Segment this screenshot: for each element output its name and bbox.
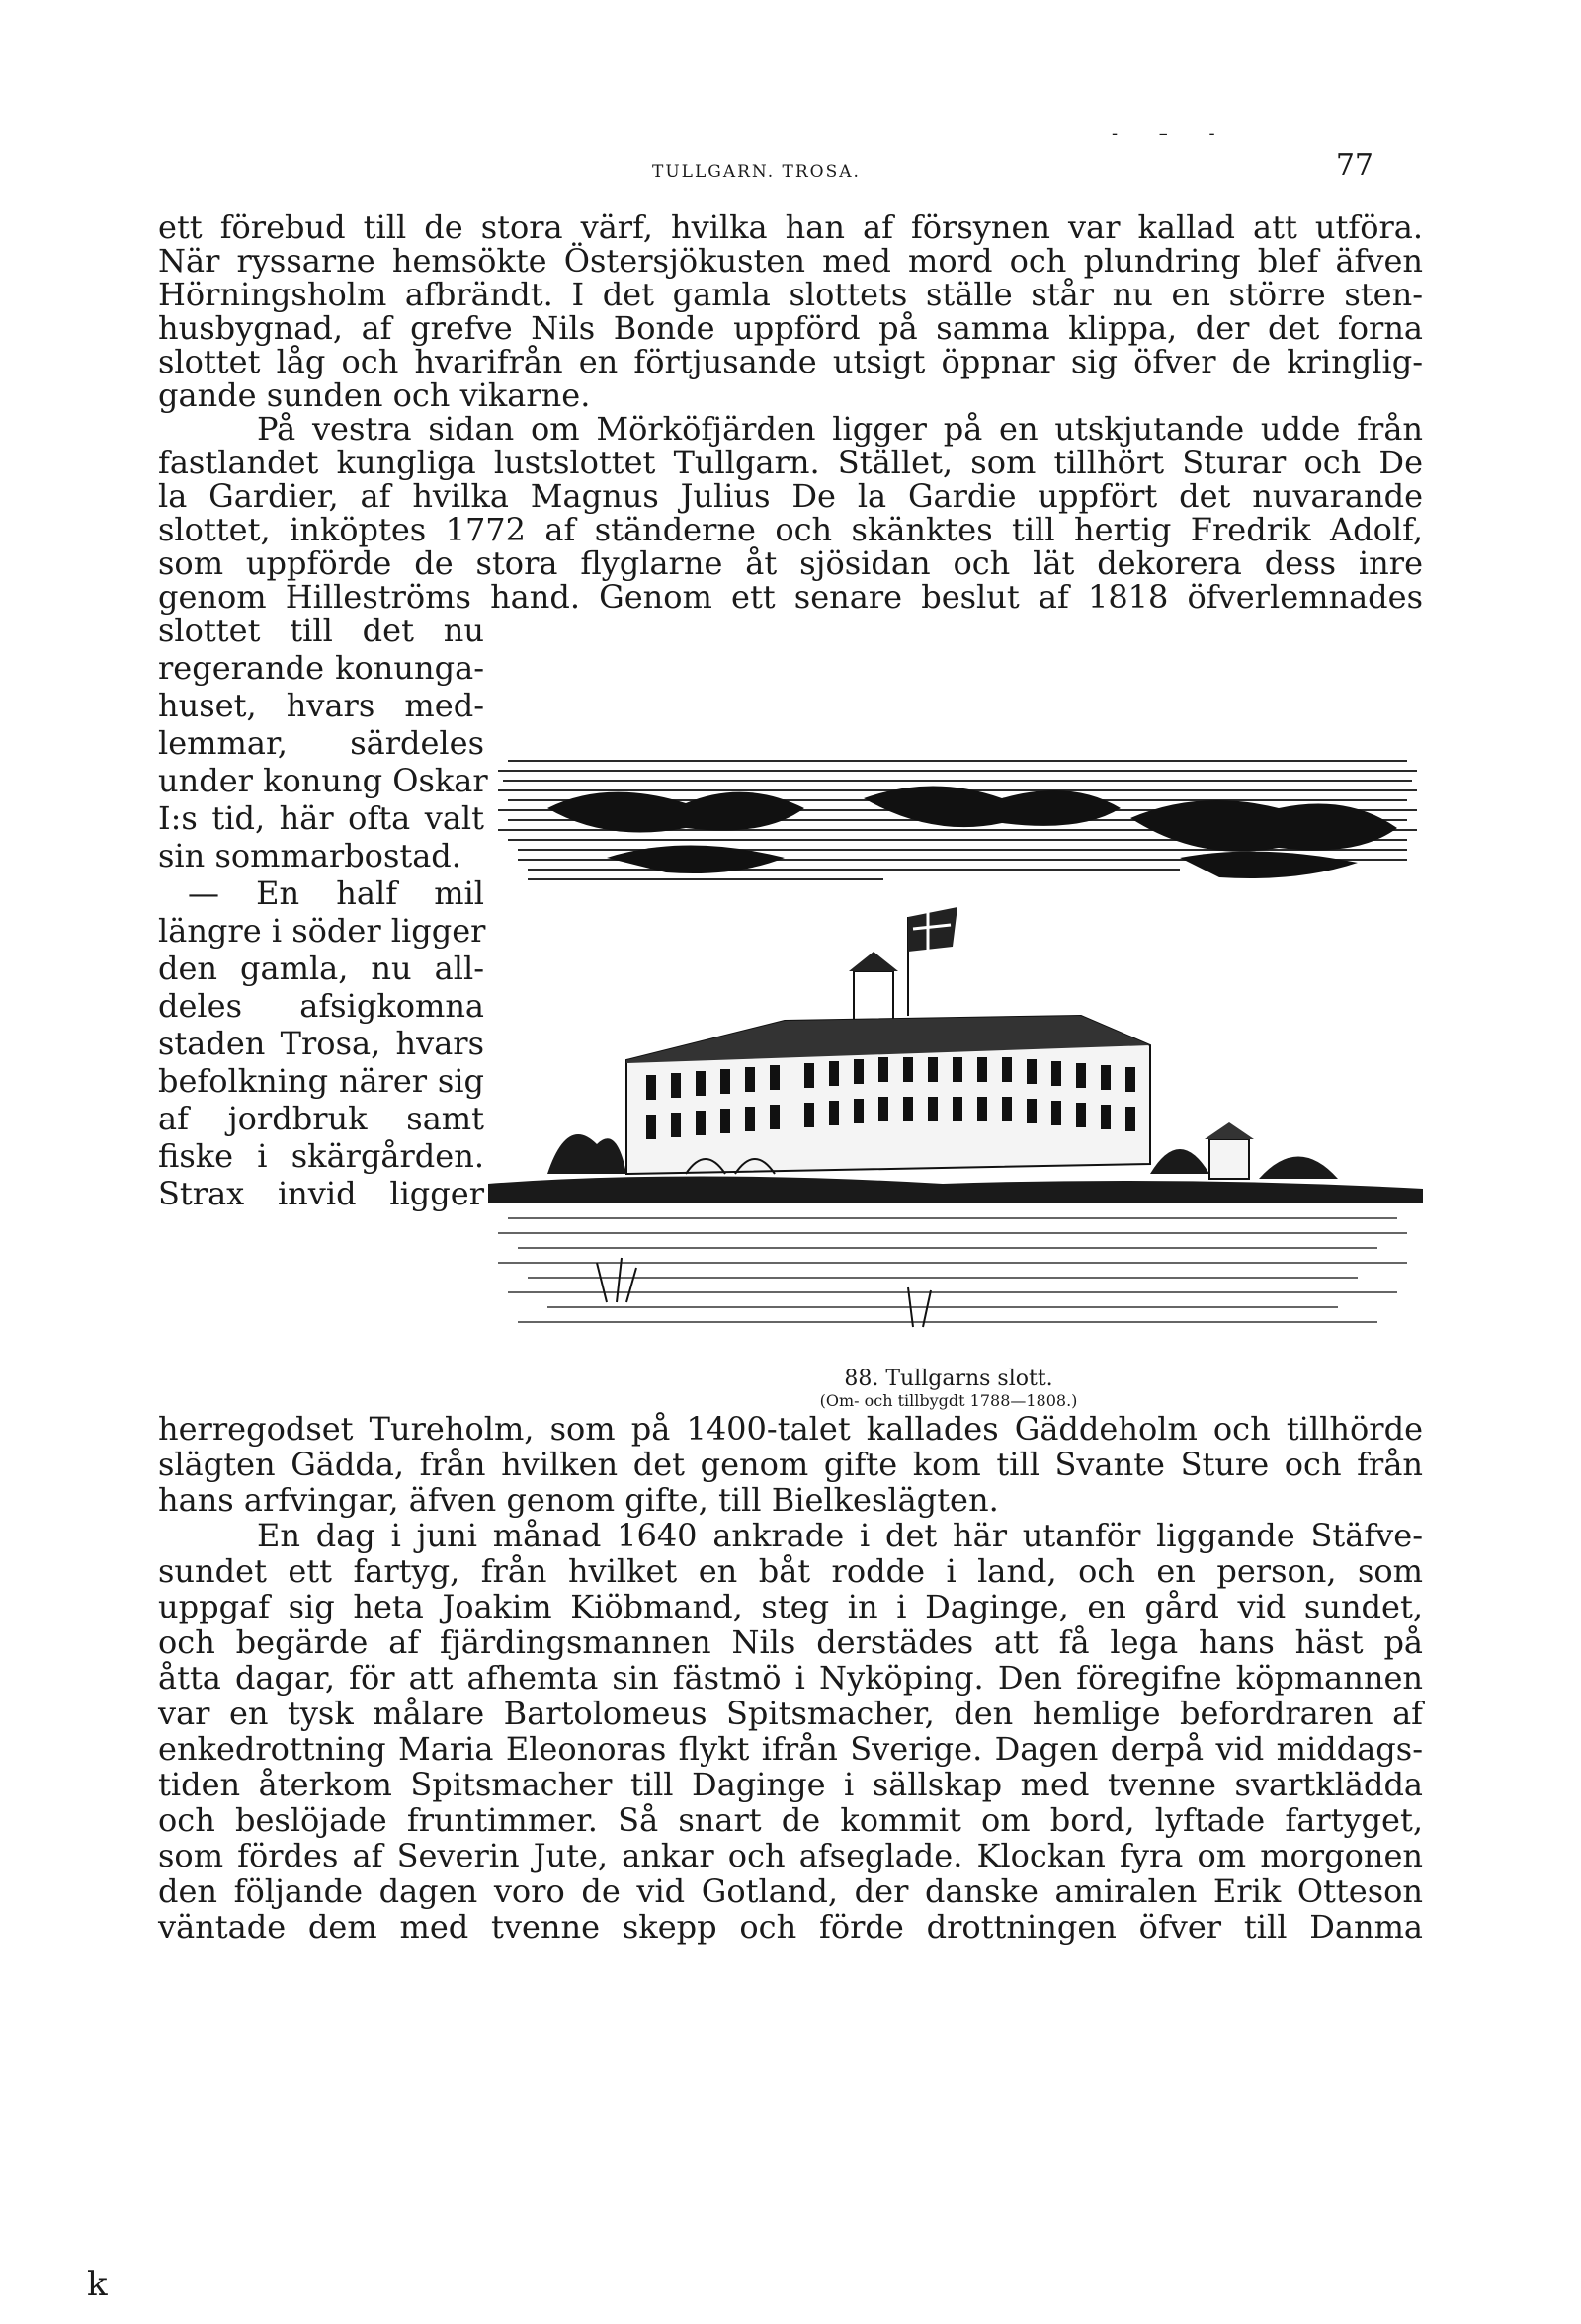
text-line-narrow: staden Trosa, hvars	[158, 1025, 484, 1062]
text-line-narrow: regerande konunga-	[158, 649, 484, 687]
text-line-narrow: Strax invid ligger	[158, 1175, 484, 1212]
text-line: som uppförde de stora flyglarne åt sjösidan och lät dekorera dess inre	[158, 544, 1423, 582]
text-line: ett förebud till de stora värf, hvilka han af försynen var kallad att utföra.	[158, 208, 1423, 246]
text-line: Hörningsholm afbrändt. I det gamla slottets ställe står nu en större sten-	[158, 276, 1423, 313]
text-line: slottet, inköptes 1772 af ständerne och skänktes till hertig Fredrik Adolf,	[158, 511, 1423, 548]
text-line-narrow: sin sommarbostad.	[158, 837, 461, 874]
text-line-narrow: under konung Oskar	[158, 762, 488, 799]
page-number: 77	[1335, 148, 1373, 183]
text-line: åtta dagar, för att afhemta sin fästmö i Nyköping. Den föregifne köpmannen	[158, 1659, 1423, 1697]
text-line: enkedrottning Maria Eleonoras flykt ifrån Sverige. Dagen derpå vid middags-	[158, 1730, 1423, 1768]
text-line-narrow: längre i söder ligger	[158, 912, 486, 950]
running-head	[158, 148, 1423, 188]
text-line: den följande dagen voro de vid Gotland, der danske amiralen Erik Otteson	[158, 1872, 1423, 1910]
figure-caption-sub: (Om- och tillbygdt 1788—1808.)	[819, 1391, 1078, 1410]
text-line: genom Hilleströms hand. Genom ett senare beslut af 1818 öfverlemnades	[158, 578, 1423, 616]
text-line: la Gardier, af hvilka Magnus Julius De la Gardie uppfört det nuvarande	[158, 477, 1423, 515]
text-line: sundet ett fartyg, från hvilket en båt rodde i land, och en person, som	[158, 1552, 1423, 1590]
text-line-narrow: fiske i skärgården.	[158, 1137, 484, 1175]
text-line: slägten Gädda, från hvilken det genom gifte kom till Svante Sture och från	[158, 1446, 1423, 1483]
text-line-narrow: lemmar, särdeles	[158, 724, 484, 762]
text-line: fastlandet kungliga lustslottet Tullgarn. Stället, som tillhört Sturar och De	[158, 444, 1423, 481]
text-line: och begärde af fjärdingsmannen Nils derstädes att få lega hans häst på	[158, 1623, 1423, 1661]
text-line-narrow: slottet till det nu	[158, 612, 484, 649]
text-line: väntade dem med tvenne skepp och förde drottningen öfver till Danma	[158, 1908, 1423, 1946]
top-marks: - – -	[1112, 124, 1233, 144]
tullgarn-castle-engraving	[488, 749, 1423, 1364]
text-line: uppgaf sig heta Joakim Kiöbmand, steg in i Daginge, en gård vid sundet,	[158, 1588, 1423, 1625]
text-line: En dag i juni månad 1640 ankrade i det här utanför liggande Stäfve-	[257, 1517, 1423, 1554]
text-line: som fördes af Severin Jute, ankar och afseglade. Klockan fyra om morgonen	[158, 1837, 1423, 1874]
text-line-narrow: befolkning närer sig	[158, 1062, 484, 1100]
text-line: På vestra sidan om Mörköfjärden ligger på en utskjutande udde från	[257, 410, 1423, 448]
text-line-narrow: I:s tid, här ofta valt	[158, 799, 484, 837]
text-line: herregodset Tureholm, som på 1400-talet kallades Gäddeholm och tillhörde	[158, 1410, 1423, 1448]
text-line: och beslöjade fruntimmer. Så snart de kommit om bord, lyftade fartyget,	[158, 1801, 1423, 1839]
figure-caption	[751, 1367, 1146, 1410]
text-line-narrow: deles afsigkomna	[158, 987, 484, 1025]
running-title: TULLGARN. TROSA.	[652, 162, 861, 182]
text-line-narrow: — En half mil	[188, 874, 484, 912]
text-line: var en tysk målare Bartolomeus Spitsmacher, den hemlige befordraren af	[158, 1695, 1423, 1732]
text-line: hans arfvingar, äfven genom gifte, till Bielkeslägten.	[158, 1481, 999, 1519]
text-line: När ryssarne hemsökte Östersjökusten med mord och plundring blef äfven	[158, 242, 1423, 280]
margin-mark: k	[87, 2265, 108, 2304]
text-line-narrow: huset, hvars med-	[158, 687, 484, 724]
text-line: husbygnad, af grefve Nils Bonde uppförd på samma klippa, der det forna	[158, 309, 1423, 347]
text-line-narrow: af jordbruk samt	[158, 1100, 484, 1137]
text-line: slottet låg och hvarifrån en förtjusande utsigt öppnar sig öfver de kringlig-	[158, 343, 1423, 380]
text-line: gande sunden och vikarne.	[158, 376, 591, 414]
text-line: tiden återkom Spitsmacher till Daginge i sällskap med tvenne svartklädda	[158, 1766, 1423, 1803]
text-line-narrow: den gamla, nu all-	[158, 950, 484, 987]
figure-caption-title: 88. Tullgarns slott.	[844, 1367, 1053, 1391]
